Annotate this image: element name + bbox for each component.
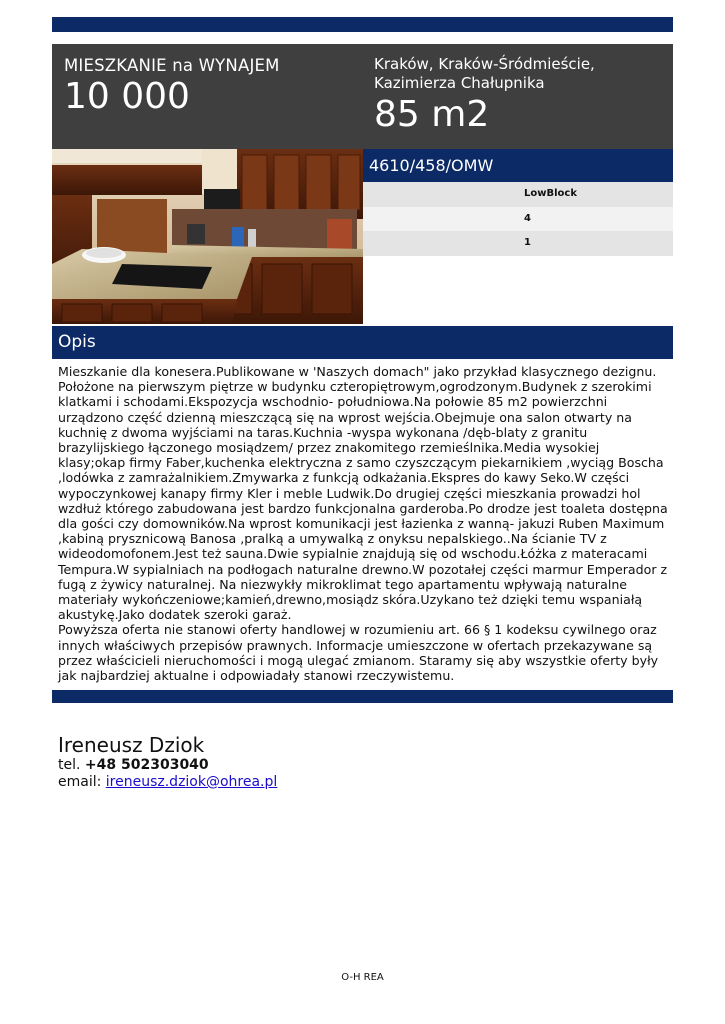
attribute-row-rooms: 4 bbox=[363, 207, 673, 232]
bottom-accent-bar bbox=[52, 690, 673, 703]
disclaimer-paragraph: Powyższa oferta nie stanowi oferty handlowej w rozumieniu art. 66 § 1 kodeksu cywilnego oraz innych właściwych przepisów prawnych. Informacje umieszczone w ofertach przekazywane są przez właścicieli nieruchomości i mogą ulegać zmianom. Staramy się aby wszystkie oferty były jak najbardziej aktualne i odpowiadały stanowi rzeczywistemu. bbox=[58, 622, 659, 684]
phone-number: +48 502303040 bbox=[84, 757, 209, 773]
listing-header bbox=[52, 44, 673, 149]
agent-phone bbox=[58, 757, 558, 774]
description-heading: Opis bbox=[52, 326, 673, 359]
listing-type: MIESZKANIE na WYNAJEM bbox=[64, 56, 280, 75]
reference-number: 4610/458/OMW bbox=[363, 149, 673, 182]
description-paragraph: Mieszkanie dla konesera.Publikowane w 'Naszych domach" jako przykład klasycznego dezignu. Położone na pierwszym piętrze w budynku czteropiętrowym,ogrodzonym.Budynek z szerokimi klatkami i schodami.Ekspozycja wschodnio- południowa.Na połowie 85 m2 powierzchni urządzono część dzienną mieszczącą się na wprost wejścia.Obejmuje ona salon otwarty na kuchnię z dwoma wyjściami na taras.Kuchnia -wyspa wykonana /dęb-blaty z granitu brazylijskiego łączonego mosiądzem/ przez znakomitego rzemieślnika.Media wysokiej klasy;okap firmy Faber,kuchenka elektryczna z samo czyszczącym piekarnikiem ,wyciąg Boscha ,lodówka z zamrażalnikiem.Zmywarka z funkcją odkażania.Ekspres do kawy Seko.W części wypoczynkowej kanapy firmy Kler i meble Ludwik.Do drugiej części mieszkania prowadzi hol wzdłuż którego zabudowana jest bardzo funkcjonalna garderoba.Po drodze jest toaleta dostępna dla gości czy domowników.Na wprost komunikacji jest łazienka z wanną- jakuzi Ruben Maximum ,kabiną prysznicową Banosa ,pralką a umywalką z onyksu nepalskiego..Na ścianie TV z wideodomofonem.Jest też sauna.Dwie sypialnie znajdują się od wschodu.Łóżka z materacami Tempura.W sypialniach na podłogach naturalne drewno.W pozotałej części marmur Emperador z fugą z żywicy naturalnej. Na niezwykły mikroklimat tego apartamentu wpływają naturalne materiały wykończeniowe;kamień,drewno,mosiądz skóra.Uzykano też dzięki temu wspaniałą akustykę.Jako dodatek szeroki garaż. bbox=[58, 364, 668, 623]
phone-label: tel. bbox=[58, 757, 81, 773]
kitchen-photo-illustration bbox=[52, 149, 363, 324]
attributes-table bbox=[363, 182, 673, 256]
attribute-row-floor: 1 bbox=[363, 231, 673, 256]
listing-area: 85 m2 bbox=[374, 94, 490, 135]
email-label: email: bbox=[58, 774, 102, 790]
agent-email bbox=[58, 774, 558, 791]
listing-header-left bbox=[64, 56, 354, 117]
agent-name: Ireneusz Dziok bbox=[58, 733, 205, 757]
listing-header-right bbox=[374, 55, 664, 135]
listing-price: 10 000 bbox=[64, 76, 190, 117]
footer-brand: O-H REA bbox=[341, 972, 384, 983]
attribute-row-building-type: LowBlock bbox=[363, 182, 673, 207]
description-body bbox=[58, 364, 668, 683]
agent-contact bbox=[58, 733, 558, 791]
top-accent-bar bbox=[52, 17, 673, 32]
address-line-2: Kazimierza Chałupnika bbox=[374, 74, 545, 92]
email-link[interactable]: ireneusz.dziok@ohrea.pl bbox=[105, 774, 278, 790]
address-line-1: Kraków, Kraków-Śródmieście, bbox=[374, 55, 595, 73]
listing-photo bbox=[52, 149, 363, 324]
